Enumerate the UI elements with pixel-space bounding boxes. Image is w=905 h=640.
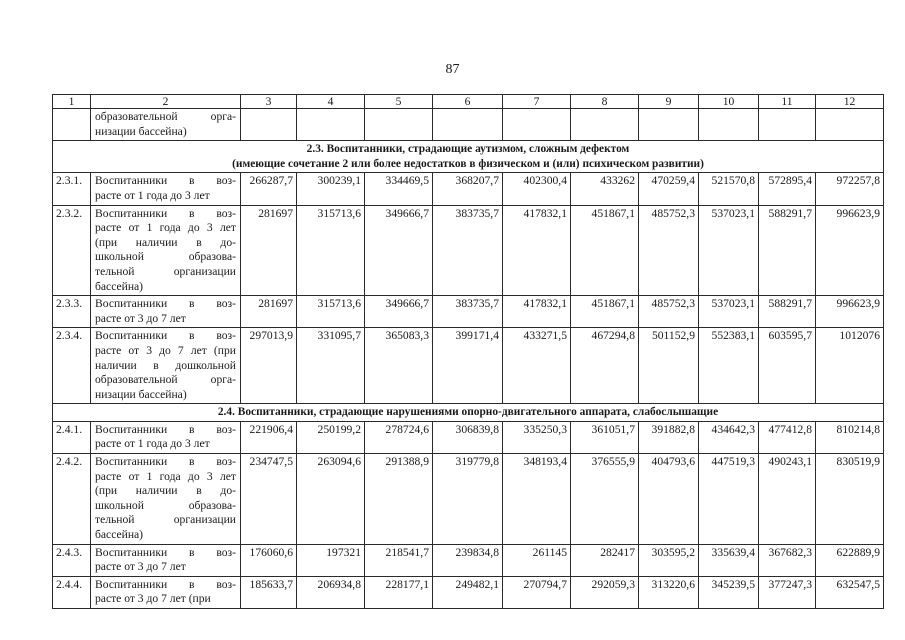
column-number: 8	[571, 95, 639, 109]
row-value: 221906,4	[241, 421, 297, 453]
name-line: Воспитанники в воз-	[95, 297, 236, 311]
column-number: 2	[91, 95, 241, 109]
row-name	[91, 109, 241, 141]
row-value: 348193,4	[503, 454, 571, 545]
row-value: 451867,1	[571, 205, 639, 296]
row-code: 2.3.4.	[53, 328, 91, 404]
row-name	[91, 421, 241, 453]
section-title-line: (имеющие сочетание 2 или более недостатков в физическом и (или) психическом развитии)	[232, 157, 704, 170]
row-value: 270794,7	[503, 576, 571, 608]
row-value: 433262	[571, 173, 639, 205]
row-name	[91, 454, 241, 545]
column-number: 6	[433, 95, 503, 109]
row-value: 281697	[241, 205, 297, 296]
row-value: 266287,7	[241, 173, 297, 205]
column-number: 11	[759, 95, 816, 109]
row-value: 501152,9	[639, 328, 699, 404]
row-value: 451867,1	[571, 296, 639, 328]
row-value: 447519,3	[699, 454, 759, 545]
row-value: 603595,7	[759, 328, 816, 404]
row-value: 477412,8	[759, 421, 816, 453]
section-header-row	[53, 404, 884, 422]
row-value	[365, 109, 433, 141]
row-value: 391882,8	[639, 421, 699, 453]
row-value	[699, 109, 759, 141]
row-value: 306839,8	[433, 421, 503, 453]
continuation-row	[53, 109, 884, 141]
row-value: 399171,4	[433, 328, 503, 404]
row-value: 376555,9	[571, 454, 639, 545]
row-value: 228177,1	[365, 576, 433, 608]
row-value: 234747,5	[241, 454, 297, 545]
name-line: низации бассейна)	[95, 124, 187, 138]
row-value: 572895,4	[759, 173, 816, 205]
row-value: 996623,9	[816, 296, 884, 328]
section-header-row	[53, 141, 884, 173]
row-value: 331095,7	[297, 328, 365, 404]
section-title-line: 2.4. Воспитанники, страдающие нарушениями опорно-двигательного аппарата, слабослышащие	[217, 406, 719, 419]
row-value	[433, 109, 503, 141]
name-line: тельной организации	[95, 264, 236, 278]
row-value: 1012076	[816, 328, 884, 404]
column-number: 9	[639, 95, 699, 109]
row-value: 552383,1	[699, 328, 759, 404]
table-row	[53, 454, 884, 545]
row-value: 588291,7	[759, 296, 816, 328]
row-value	[571, 109, 639, 141]
row-value: 315713,6	[297, 205, 365, 296]
row-value: 250199,2	[297, 421, 365, 453]
table-row	[53, 173, 884, 205]
row-value: 485752,3	[639, 296, 699, 328]
row-value: 537023,1	[699, 296, 759, 328]
row-value: 383735,7	[433, 205, 503, 296]
row-value: 632547,5	[816, 576, 884, 608]
column-number: 7	[503, 95, 571, 109]
name-line: школьной образова-	[95, 250, 236, 264]
name-line: расте от 1 года до 3 лет	[95, 437, 210, 451]
row-value: 239834,8	[433, 544, 503, 576]
row-value: 249482,1	[433, 576, 503, 608]
row-value: 470259,4	[639, 173, 699, 205]
row-value: 383735,7	[433, 296, 503, 328]
row-value: 830519,9	[816, 454, 884, 545]
name-line: образовательной орга-	[95, 373, 236, 387]
row-value: 335639,4	[699, 544, 759, 576]
table-row	[53, 328, 884, 404]
table-row	[53, 296, 884, 328]
name-line: Воспитанники в воз-	[95, 174, 236, 188]
row-value: 588291,7	[759, 205, 816, 296]
row-value: 467294,8	[571, 328, 639, 404]
row-value: 434642,3	[699, 421, 759, 453]
name-line: бассейна)	[95, 279, 144, 293]
row-code: 2.4.4.	[53, 576, 91, 608]
row-value: 377247,3	[759, 576, 816, 608]
column-number: 4	[297, 95, 365, 109]
name-line: низации бассейна)	[95, 387, 187, 401]
row-value: 335250,3	[503, 421, 571, 453]
table-row	[53, 544, 884, 576]
row-value: 622889,9	[816, 544, 884, 576]
row-value: 417832,1	[503, 296, 571, 328]
name-line: Воспитанники в воз-	[95, 455, 236, 469]
row-value: 297013,9	[241, 328, 297, 404]
row-value: 292059,3	[571, 576, 639, 608]
table-body	[53, 95, 884, 609]
row-value: 433271,5	[503, 328, 571, 404]
row-value: 996623,9	[816, 205, 884, 296]
row-name	[91, 576, 241, 608]
name-line: (при наличии в до-	[95, 235, 236, 249]
row-value: 281697	[241, 296, 297, 328]
name-line: наличии в дошкольной	[95, 358, 236, 372]
column-number: 12	[816, 95, 884, 109]
row-value: 361051,7	[571, 421, 639, 453]
row-value: 261145	[503, 544, 571, 576]
row-value: 537023,1	[699, 205, 759, 296]
table-row	[53, 576, 884, 608]
row-name	[91, 296, 241, 328]
name-line: расте от 3 до 7 лет	[95, 560, 186, 574]
row-value: 303595,2	[639, 544, 699, 576]
row-value	[241, 109, 297, 141]
row-value: 206934,8	[297, 576, 365, 608]
row-value: 197321	[297, 544, 365, 576]
row-value: 319779,8	[433, 454, 503, 545]
row-value: 315713,6	[297, 296, 365, 328]
row-code: 2.4.2.	[53, 454, 91, 545]
row-code: 2.3.2.	[53, 205, 91, 296]
row-code: 2.4.1.	[53, 421, 91, 453]
row-value	[503, 109, 571, 141]
row-value: 349666,7	[365, 205, 433, 296]
row-value	[816, 109, 884, 141]
row-value: 278724,6	[365, 421, 433, 453]
row-value: 402300,4	[503, 173, 571, 205]
column-number: 10	[699, 95, 759, 109]
row-value: 810214,8	[816, 421, 884, 453]
row-value: 345239,5	[699, 576, 759, 608]
tariff-table	[52, 94, 884, 609]
row-value: 291388,9	[365, 454, 433, 545]
table-row	[53, 205, 884, 296]
row-name	[91, 205, 241, 296]
row-value	[639, 109, 699, 141]
row-value: 404793,6	[639, 454, 699, 545]
column-number-row	[53, 95, 884, 109]
row-value: 368207,7	[433, 173, 503, 205]
name-line: школьной образова-	[95, 498, 236, 512]
name-line: образовательной орга-	[95, 110, 236, 123]
column-number: 1	[53, 95, 91, 109]
name-line: расте от 3 до 7 лет	[95, 311, 186, 325]
row-value: 263094,6	[297, 454, 365, 545]
name-line: бассейна)	[95, 528, 144, 542]
name-line: Воспитанники в воз-	[95, 422, 236, 436]
row-value: 417832,1	[503, 205, 571, 296]
name-line: расте от 3 до 7 лет (при	[95, 343, 236, 357]
row-code: 2.3.1.	[53, 173, 91, 205]
page-number: 87	[445, 62, 460, 77]
row-code	[53, 109, 91, 141]
section-title	[53, 404, 884, 422]
name-line: расте от 1 года до 3 лет	[95, 469, 236, 483]
column-number: 3	[241, 95, 297, 109]
row-value: 365083,3	[365, 328, 433, 404]
name-line: расте от 3 до 7 лет (при	[95, 592, 211, 606]
row-code: 2.3.3.	[53, 296, 91, 328]
name-line: расте от 1 года до 3 лет	[95, 188, 210, 202]
name-line: Воспитанники в воз-	[95, 329, 236, 343]
name-line: Воспитанники в воз-	[95, 545, 236, 559]
row-value: 334469,5	[365, 173, 433, 205]
name-line: расте от 1 года до 3 лет	[95, 221, 236, 235]
row-value	[297, 109, 365, 141]
row-value: 349666,7	[365, 296, 433, 328]
name-line: тельной организации	[95, 513, 236, 527]
table-row	[53, 421, 884, 453]
row-value: 282417	[571, 544, 639, 576]
row-value: 367682,3	[759, 544, 816, 576]
column-number: 5	[365, 95, 433, 109]
row-name	[91, 173, 241, 205]
section-title-line: 2.3. Воспитанники, страдающие аутизмом, сложным дефектом	[306, 143, 630, 156]
row-value: 490243,1	[759, 454, 816, 545]
row-value: 300239,1	[297, 173, 365, 205]
row-value: 485752,3	[639, 205, 699, 296]
row-value: 521570,8	[699, 173, 759, 205]
name-line: (при наличии в до-	[95, 484, 236, 498]
name-line: Воспитанники в воз-	[95, 206, 236, 220]
name-line: Воспитанники в воз-	[95, 577, 236, 591]
section-title	[53, 141, 884, 173]
row-name	[91, 328, 241, 404]
row-value: 313220,6	[639, 576, 699, 608]
row-code: 2.4.3.	[53, 544, 91, 576]
row-value: 972257,8	[816, 173, 884, 205]
row-value: 185633,7	[241, 576, 297, 608]
row-value: 176060,6	[241, 544, 297, 576]
row-value: 218541,7	[365, 544, 433, 576]
row-value	[759, 109, 816, 141]
row-name	[91, 544, 241, 576]
